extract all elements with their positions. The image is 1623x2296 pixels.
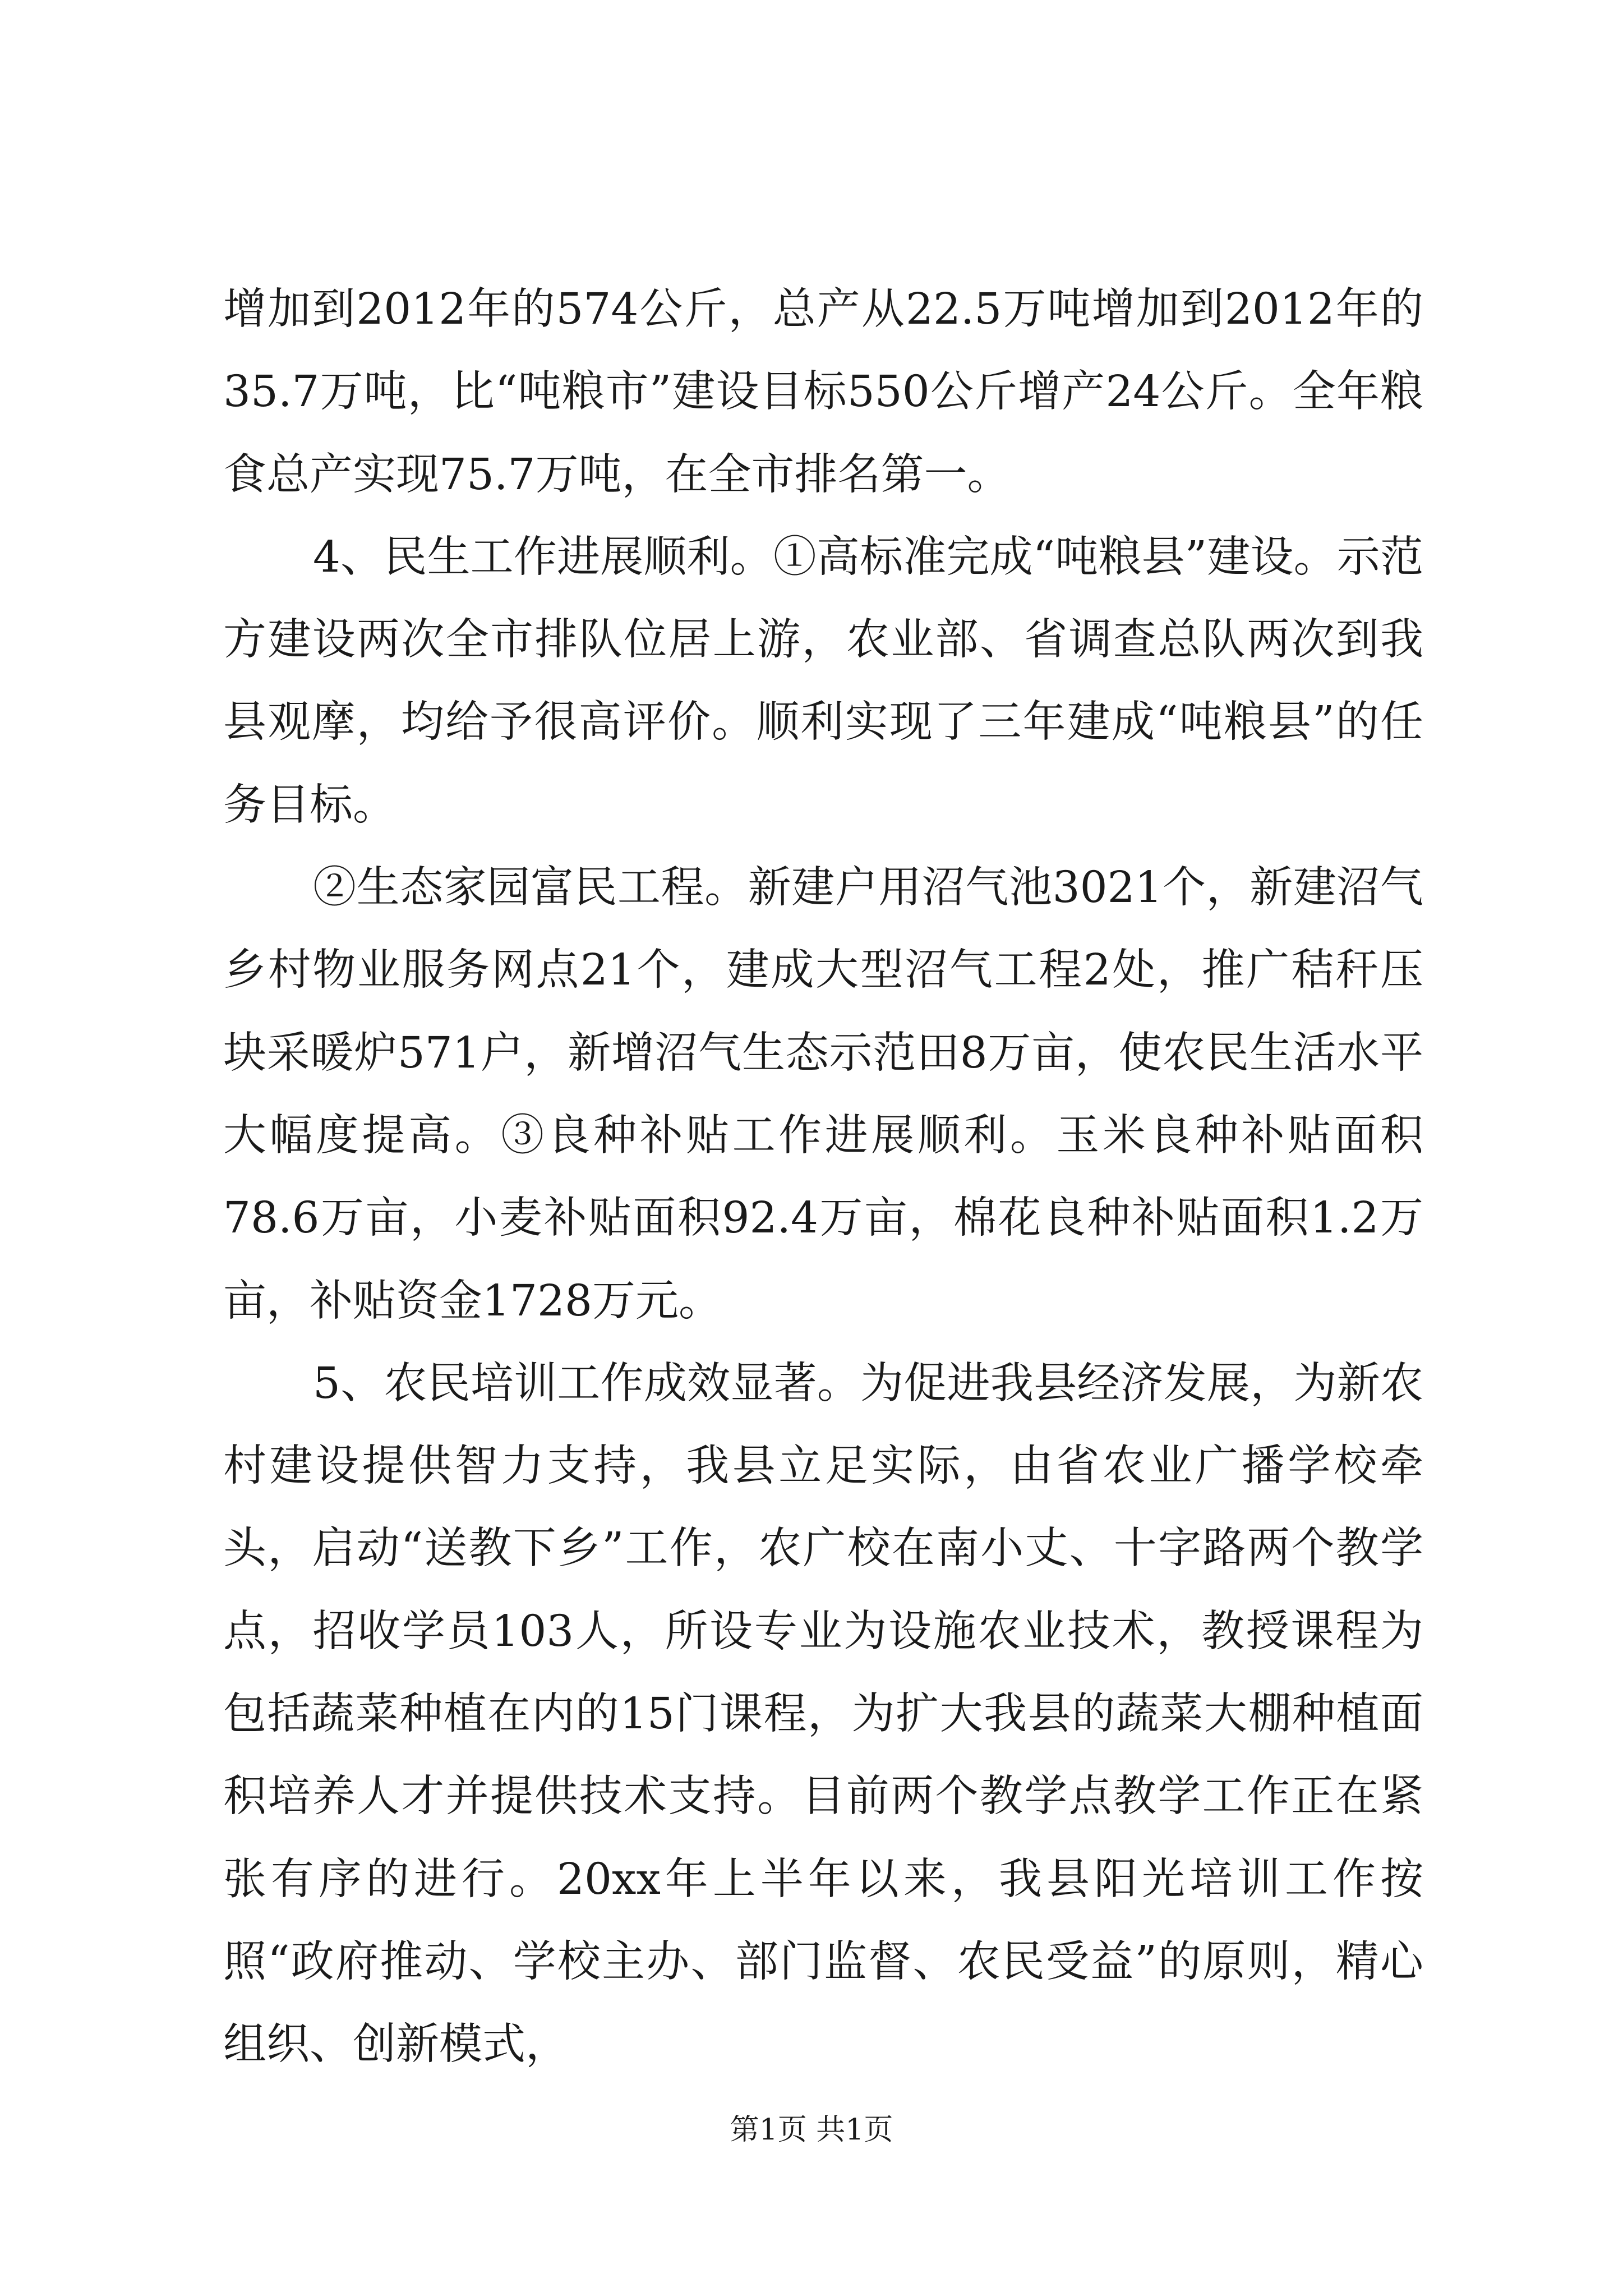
paragraph-livelihood-work: 4、民生工作进展顺利。①高标准完成“吨粮县”建设。示范方建设两次全市排队位居上游，农业部、省调查总队两次到我县观摩，均给予很高评价。顺利实现了三年建成“吨粮县”的任务目标。 [223,532,1423,830]
page-footer: 第1页 共1页 [730,2113,893,2147]
paragraph-eco-homestead: ②生态家园富民工程。新建户用沼气池3021个，新建沼气乡村物业服务网点21个，建成大型沼气工程2处，推广秸秆压块采暖炉571户，新增沼气生态示范田8万亩，使农民生活水平大幅度提高。③良种补贴工作进展顺利。玉米良种补贴面积78.6万亩，小麦补贴面积92.4万亩，棉花良种补贴面积1.2万亩，补贴资金1728万元。 [223,863,1423,1326]
paragraph-grain-output: 增加到2012年的574公斤，总产从22.5万吨增加到2012年的35.7万吨，比“吨粮市”建设目标550公斤增产24公斤。全年粮食总产实现75.7万吨，在全市排名第一。 [223,284,1423,500]
paragraph-farmer-training: 5、农民培训工作成效显著。为促进我县经济发展，为新农村建设提供智力支持，我县立足实际，由省农业广播学校牵头，启动“送教下乡”工作，农广校在南小丈、十字路两个教学点，招收学员103人，所设专业为设施农业技术，教授课程为包括蔬菜种植在内的15门课程，为扩大我县的蔬菜大棚种植面积培养人才并提供技术支持。目前两个教学点教学工作正在紧张有序的进行。20xx年上半年以来，我县阳光培训工作按照“政府推动、学校主办、部门监督、农民受益”的原则，精心组织、创新模式， [223,1358,1423,2070]
document-body [223,268,1423,2086]
